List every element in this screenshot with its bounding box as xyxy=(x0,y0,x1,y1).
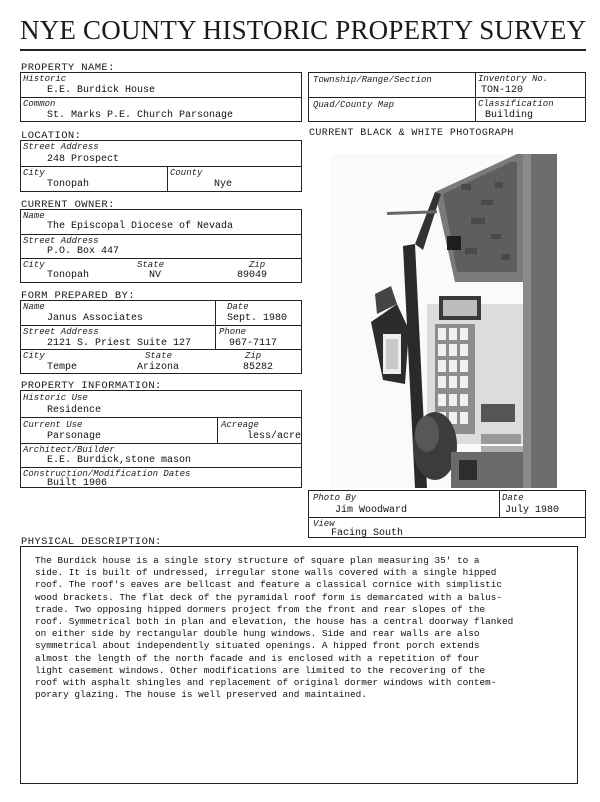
architect-label: Architect/Builder xyxy=(23,445,115,455)
description-line: porary glazing. The house is well preserved and maintained. xyxy=(35,689,367,701)
quad-label: Quad/County Map xyxy=(313,100,395,110)
divider xyxy=(475,73,476,121)
owner-state-value: NV xyxy=(149,270,162,281)
owner-street-label: Street Address xyxy=(23,236,99,246)
house-photo-image xyxy=(331,154,557,488)
description-line: wood brackets. The flat deck of the pyramidal roof form is demarcated with a balus- xyxy=(35,591,502,603)
divider xyxy=(21,349,301,350)
prepared-street-value: 2121 S. Priest Suite 127 xyxy=(47,338,192,349)
location-street-label: Street Address xyxy=(23,142,99,152)
acreage-value: less/acre xyxy=(247,431,302,442)
description-line: roof. Symmetrical both in plan and elevation, the house has a central doorway flanked xyxy=(35,616,514,628)
photo-by-label: Photo By xyxy=(313,493,357,503)
prepared-name-value: Janus Associates xyxy=(47,313,144,324)
title-rule xyxy=(20,49,586,51)
owner-zip-value: 89049 xyxy=(237,270,268,281)
physical-description-box xyxy=(20,546,578,784)
historic-name-label: Historic xyxy=(23,74,67,84)
location-box xyxy=(20,140,302,192)
architect-value: E.E. Burdick,stone mason xyxy=(47,455,192,466)
house-photograph xyxy=(331,154,557,488)
owner-name-value: The Episcopal Diocese of Nevada xyxy=(47,221,234,232)
divider xyxy=(21,467,301,468)
view-value: Facing South xyxy=(331,528,404,539)
divider xyxy=(21,258,301,259)
owner-heading: CURRENT OWNER: xyxy=(21,199,115,211)
physical-description-text xyxy=(35,555,575,701)
owner-street-value: P.O. Box 447 xyxy=(47,246,120,257)
construction-label: Construction/Modification Dates xyxy=(23,469,191,479)
divider xyxy=(309,97,585,98)
divider xyxy=(217,417,218,443)
physical-heading: PHYSICAL DESCRIPTION: xyxy=(21,536,162,548)
inventory-label: Inventory No. xyxy=(478,74,549,84)
prepared-city-label: City xyxy=(23,351,45,361)
description-line: roof. The roof's eaves are bellcast and feature a classical cornice with simplistic xyxy=(35,579,502,591)
current-use-value: Parsonage xyxy=(47,431,102,442)
historic-name-value: E.E. Burdick House xyxy=(47,85,156,96)
historic-use-label: Historic Use xyxy=(23,393,88,403)
prepared-street-label: Street Address xyxy=(23,327,99,337)
prepared-city-value: Tempe xyxy=(47,362,78,373)
construction-value: Built 1906 xyxy=(47,478,108,489)
survey-ids-box xyxy=(308,72,586,122)
photo-date-label: Date xyxy=(502,493,524,503)
classification-label: Classification xyxy=(478,99,554,109)
owner-name-label: Name xyxy=(23,211,45,221)
location-city-value: Tonopah xyxy=(47,179,90,190)
owner-box xyxy=(20,209,302,283)
description-line: almost the length of the north facade and is enclosed with a repetition of four xyxy=(35,652,480,664)
location-county-value: Nye xyxy=(214,179,233,190)
info-heading: PROPERTY INFORMATION: xyxy=(21,380,162,392)
divider xyxy=(21,97,301,98)
current-use-label: Current Use xyxy=(23,420,83,430)
location-street-value: 248 Prospect xyxy=(47,154,120,165)
prepared-state-value: Arizona xyxy=(137,362,180,373)
prepared-zip-label: Zip xyxy=(245,351,262,361)
common-name-value: St. Marks P.E. Church Parsonage xyxy=(47,110,234,121)
prepared-zip-value: 85282 xyxy=(243,362,274,373)
owner-city-label: City xyxy=(23,260,45,270)
photo-by-value: Jim Woodward xyxy=(335,505,408,516)
divider xyxy=(21,234,301,235)
property-name-heading: PROPERTY NAME: xyxy=(21,62,115,74)
divider xyxy=(499,491,500,517)
location-city-label: City xyxy=(23,168,45,178)
survey-title: NYE COUNTY HISTORIC PROPERTY SURVEY xyxy=(20,15,587,45)
location-heading: LOCATION: xyxy=(21,130,82,142)
prepared-name-label: Name xyxy=(23,302,45,312)
owner-zip-label: Zip xyxy=(249,260,266,270)
property-name-box xyxy=(20,72,302,122)
prepared-heading: FORM PREPARED BY: xyxy=(21,290,135,302)
description-line: symmetrical about independently situated openings. A hipped front porch extends xyxy=(35,640,480,652)
inventory-value: TON-120 xyxy=(481,85,524,96)
divider xyxy=(21,166,301,167)
prepared-box xyxy=(20,300,302,374)
description-line: on either side by rectangular double hung windows. Side and rear walls are also xyxy=(35,628,480,640)
description-line: The Burdick house is a single story structure of square plan measuring 35' to a xyxy=(35,555,480,566)
description-line: trade. Two opposing hipped dormers project from the front and rear slopes of the xyxy=(35,603,486,615)
township-label: Township/Range/Section xyxy=(313,75,432,85)
view-label: View xyxy=(313,519,335,529)
prepared-state-label: State xyxy=(145,351,173,361)
acreage-label: Acreage xyxy=(221,420,259,430)
divider xyxy=(309,517,585,518)
prepared-date-value: Sept. 1980 xyxy=(227,313,288,324)
owner-city-value: Tonopah xyxy=(47,270,90,281)
prepared-phone-label: Phone xyxy=(219,327,247,337)
owner-state-label: State xyxy=(137,260,165,270)
prepared-date-label: Date xyxy=(227,302,249,312)
description-line: roof with asphalt shingles and replacement of original dormer windows with contem- xyxy=(35,677,497,689)
divider xyxy=(21,325,301,326)
historic-use-value: Residence xyxy=(47,405,102,416)
prepared-phone-value: 967-7117 xyxy=(229,338,278,349)
divider xyxy=(215,301,216,349)
photo-date-value: July 1980 xyxy=(505,505,560,516)
location-county-label: County xyxy=(170,168,203,178)
description-line: light casement windows. Other modifications are limited to the recovering of the xyxy=(35,664,486,676)
photo-info-box xyxy=(308,490,586,538)
classification-value: Building xyxy=(485,110,534,121)
photo-heading: CURRENT BLACK & WHITE PHOTOGRAPH xyxy=(309,128,514,139)
info-box xyxy=(20,390,302,488)
common-name-label: Common xyxy=(23,99,56,109)
description-line: side. It is built of undressed, irregular stone walls covered with a single hipped xyxy=(35,567,497,579)
divider xyxy=(21,417,301,418)
divider xyxy=(21,443,301,444)
divider xyxy=(167,166,168,192)
